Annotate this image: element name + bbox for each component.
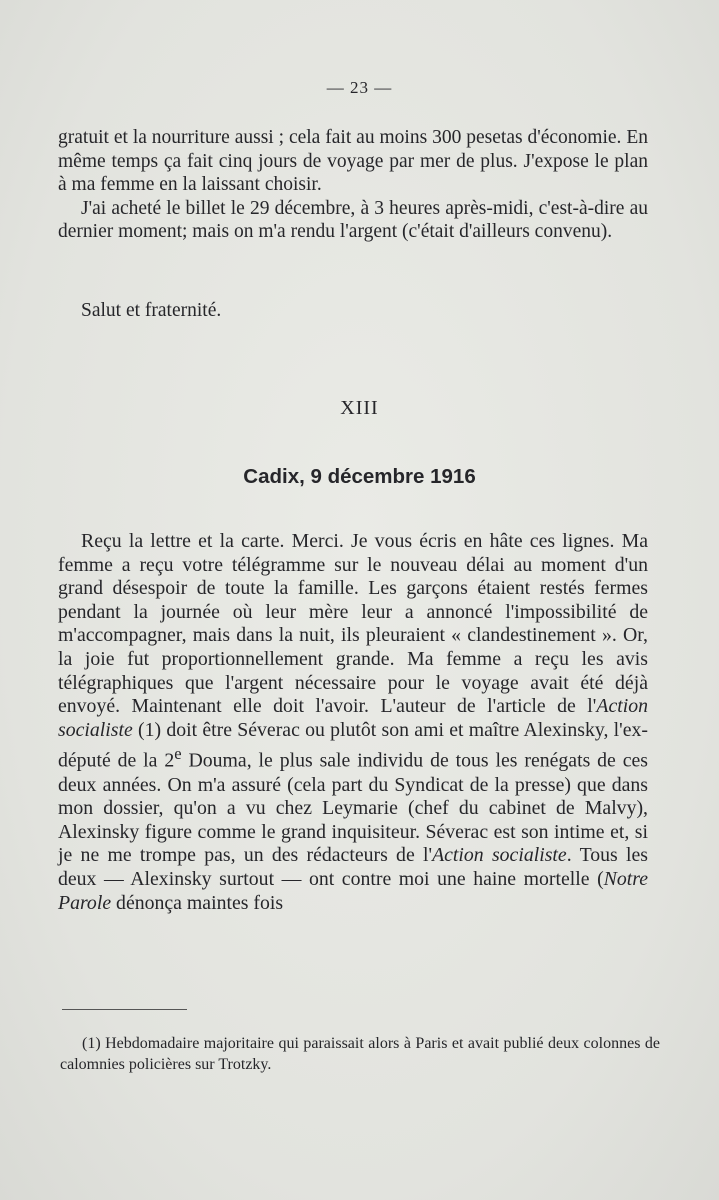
letter-heading: Cadix, 9 décembre 1916	[243, 465, 476, 488]
text-run: (1) doit être Séverac ou plutôt son ami et maître Alexinsky, l'ex-député de la 2	[58, 718, 648, 772]
superscript: e	[174, 744, 182, 764]
text-run: dénonça maintes fois	[111, 891, 284, 914]
letter-body	[58, 530, 648, 915]
paragraph: J'ai acheté le billet le 29 décembre, à 3 heures après-midi, c'est-à-dire au dernier moment; mais on m'a rendu l'argent (c'était d'ailleurs convenu).	[58, 197, 648, 242]
text-run: Reçu la lettre et la carte. Merci. Je vous écris en hâte ces lignes. Ma femme a reçu votre télégramme sur le nouveau délai au moment d'un grand désespoir de toute la famille. Les garçons étaient restés fermes pendant la journée où leur mère leur a annoncé l'impossibilité de m'accompagner, mais dans la nuit, ils pleuraient « clandestinement ». Or, la joie fut proportionnellement grande. Ma femme a reçu les avis télégraphiques que l'argent nécessaire pour le voyage avait été déjà envoyé. Maintenant elle doit l'avoir. L'auteur de l'article de l'	[58, 530, 648, 718]
text-run: Douma, le plus sale individu de tous les renégats de ces deux années. On m'a assuré (cela part du Syndicat de la presse) que dans mon dossier, qu'on a vu chez Leymarie (chef du cabinet de Malvy), Alexinsky figure comme le grand inquisiteur. Séverac est son intime et, si je ne me trompe pas, un des rédacteurs de l'	[58, 749, 648, 867]
text-run: . Tous les deux — Alexinsky surtout — ont contre moi une haine mortelle (	[58, 844, 648, 890]
italic-title: Notre Parole	[58, 867, 648, 914]
closing-line: Salut et fraternité.	[81, 300, 222, 321]
chapter-number: XIII	[340, 397, 379, 419]
italic-title: Action socialiste	[432, 844, 567, 867]
italic-title: Action socialiste	[58, 695, 648, 741]
page-number: — 23 —	[326, 78, 393, 97]
footnote	[60, 1033, 660, 1075]
paragraph: gratuit et la nourriture aussi ; cela fait au moins 300 pesetas d'économie. En même temps ça fait cinq jours de voyage par mer de plus. J'expose le plan à ma femme en la laissant choisir.	[58, 127, 648, 195]
footnote-text: (1) Hebdomadaire majoritaire qui paraissait alors à Paris et avait publié deux colonnes de calomnies policières sur Trotzky.	[60, 1035, 660, 1073]
continuation-text	[58, 126, 648, 244]
paragraph	[58, 530, 648, 915]
footnote-divider	[62, 1009, 187, 1010]
